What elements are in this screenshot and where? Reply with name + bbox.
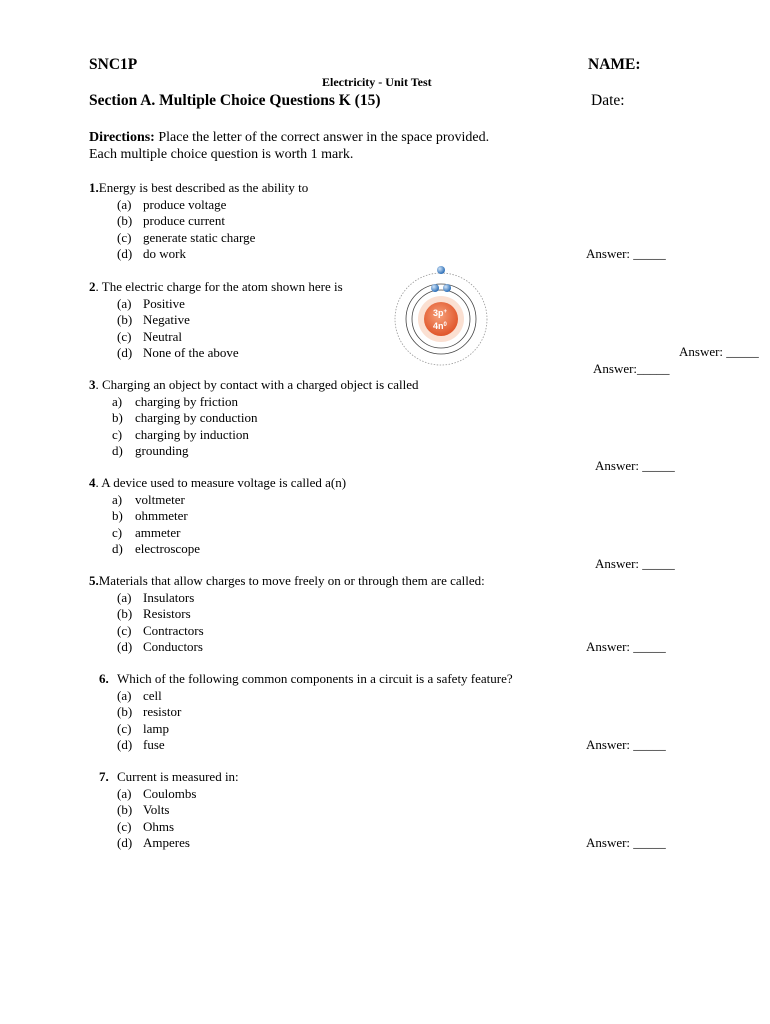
question-stem (89, 377, 418, 394)
option-label: (c) (117, 328, 132, 344)
answer-blank-6[interactable]: Answer: _____ (586, 737, 666, 752)
question-stem (89, 180, 308, 197)
option-text: resistor (143, 704, 182, 720)
option-label: (b) (117, 312, 133, 328)
option-text: ammeter (135, 524, 181, 540)
option-label: d) (112, 443, 123, 459)
answer-blank-4[interactable]: Answer: _____ (595, 556, 675, 571)
question-text: . Charging an object by contact with a charged object is called (95, 377, 419, 392)
option-c (89, 427, 418, 444)
option-label: (b) (117, 213, 133, 229)
option-text: Neutral (143, 328, 182, 344)
protons-superscript: + (443, 309, 448, 315)
option-text: Insulators (143, 589, 195, 605)
option-text: Volts (143, 802, 170, 818)
option-label: a) (112, 393, 123, 409)
date-label: Date: (591, 92, 625, 109)
electron-inner-right (443, 284, 451, 292)
name-label: NAME: (588, 56, 641, 73)
option-label: c) (112, 426, 123, 442)
option-text: Contractors (143, 622, 204, 638)
option-label: (a) (117, 196, 132, 212)
option-text: Coulombs (143, 785, 197, 801)
option-label: (d) (117, 737, 133, 753)
question-number: 2 (89, 279, 96, 294)
directions-label: Directions: (89, 130, 155, 145)
option-text: electroscope (135, 541, 200, 557)
question-number: 4 (89, 475, 96, 490)
option-c (89, 623, 485, 640)
option-text: charging by induction (135, 426, 249, 442)
option-b (89, 802, 239, 819)
question-stem (89, 279, 343, 296)
option-text: produce voltage (143, 196, 227, 212)
option-b (89, 704, 513, 721)
option-label: (a) (117, 589, 132, 605)
directions-text: Place the letter of the correct answer in the space provided. (154, 130, 490, 145)
option-a (89, 786, 239, 803)
question-text: . A device used to measure voltage is called a(n) (95, 475, 347, 490)
question-5 (89, 573, 485, 656)
course-code: SNC1P (89, 56, 138, 73)
option-label: (c) (117, 229, 132, 245)
question-text: Materials that allow charges to move freely on or through them are called: (98, 573, 485, 588)
question-7 (89, 769, 239, 852)
answer-blank-2-extra[interactable]: Answer:_____ (593, 361, 670, 376)
option-label: (c) (117, 622, 132, 638)
option-c (89, 329, 343, 346)
option-label: (a) (117, 295, 132, 311)
option-b (89, 508, 346, 525)
question-text: Current is measured in: (117, 769, 239, 784)
question-text: . The electric charge for the atom shown here is (95, 279, 343, 294)
option-text: Ohms (143, 818, 175, 834)
option-a (89, 197, 308, 214)
question-number: 3 (89, 377, 96, 392)
option-text: None of the above (143, 345, 239, 361)
option-d (89, 246, 308, 263)
option-label: (a) (117, 785, 132, 801)
option-b (89, 410, 418, 427)
option-a (89, 688, 513, 705)
option-text: do work (143, 246, 186, 262)
option-text: Amperes (143, 835, 190, 851)
option-label: (d) (117, 345, 133, 361)
option-text: charging by conduction (135, 410, 258, 426)
question-2 (89, 279, 343, 362)
option-label: (d) (117, 246, 133, 262)
answer-blank-1[interactable]: Answer: _____ (586, 246, 666, 261)
option-label: (c) (117, 818, 132, 834)
answer-blank-5[interactable]: Answer: _____ (586, 639, 666, 654)
question-4 (89, 475, 346, 558)
answer-blank-7[interactable]: Answer: _____ (586, 835, 666, 850)
directions-line-1 (89, 129, 489, 146)
option-c (89, 525, 346, 542)
protons-text: 3p (433, 308, 444, 318)
option-d (89, 639, 485, 656)
option-text: produce current (143, 213, 225, 229)
electron-outer (437, 266, 445, 274)
option-label: (b) (117, 802, 133, 818)
directions-line-2: Each multiple choice question is worth 1 mark. (89, 147, 354, 162)
question-text: Which of the following common components in a circuit is a safety feature? (117, 671, 513, 686)
section-title: Section A. Multiple Choice Questions K (15) (89, 92, 381, 109)
option-text: Resistors (143, 606, 191, 622)
question-1 (89, 180, 308, 263)
option-a (89, 492, 346, 509)
electron-inner-left (431, 284, 439, 292)
option-c (89, 721, 513, 738)
question-3 (89, 377, 418, 460)
option-d (89, 443, 418, 460)
question-stem (89, 475, 346, 492)
option-a (89, 296, 343, 313)
option-b (89, 606, 485, 623)
option-text: grounding (135, 443, 189, 459)
question-number: 7. (99, 769, 109, 784)
answer-blank-3[interactable]: Answer: _____ (595, 458, 675, 473)
option-label: (d) (117, 639, 133, 655)
option-text: generate static charge (143, 229, 256, 245)
option-label: b) (112, 410, 123, 426)
option-a (89, 590, 485, 607)
test-title: Electricity - Unit Test (322, 75, 432, 89)
option-label: (b) (117, 704, 133, 720)
option-text: cell (143, 687, 162, 703)
option-label: (b) (117, 606, 133, 622)
option-label: a) (112, 491, 123, 507)
option-text: Conductors (143, 639, 203, 655)
option-label: d) (112, 541, 123, 557)
option-b (89, 213, 308, 230)
option-text: Positive (143, 295, 185, 311)
question-number: 6. (99, 671, 109, 686)
question-number: 5. (89, 573, 99, 588)
question-stem (89, 671, 513, 688)
option-label: c) (112, 524, 123, 540)
option-label: (d) (117, 835, 133, 851)
option-text: ohmmeter (135, 508, 188, 524)
option-d (89, 737, 513, 754)
option-c (89, 819, 239, 836)
neutrons-text: 4n (433, 321, 444, 331)
question-stem (89, 769, 239, 786)
answer-blank-2[interactable]: Answer: _____ (679, 344, 759, 359)
option-text: lamp (143, 720, 169, 736)
option-label: (a) (117, 687, 132, 703)
option-text: fuse (143, 737, 165, 753)
question-number: 1. (89, 180, 99, 195)
neutrons-superscript: 0 (443, 322, 447, 328)
option-text: charging by friction (135, 393, 239, 409)
question-stem (89, 573, 485, 590)
question-6 (89, 671, 513, 754)
atom-diagram (391, 262, 491, 372)
option-a (89, 394, 418, 411)
option-d (89, 345, 343, 362)
option-d (89, 835, 239, 852)
option-text: voltmeter (135, 491, 185, 507)
option-c (89, 230, 308, 247)
option-d (89, 541, 346, 558)
option-b (89, 312, 343, 329)
option-text: Negative (143, 312, 190, 328)
option-label: (c) (117, 720, 132, 736)
question-text: Energy is best described as the ability to (98, 180, 309, 195)
option-label: b) (112, 508, 123, 524)
